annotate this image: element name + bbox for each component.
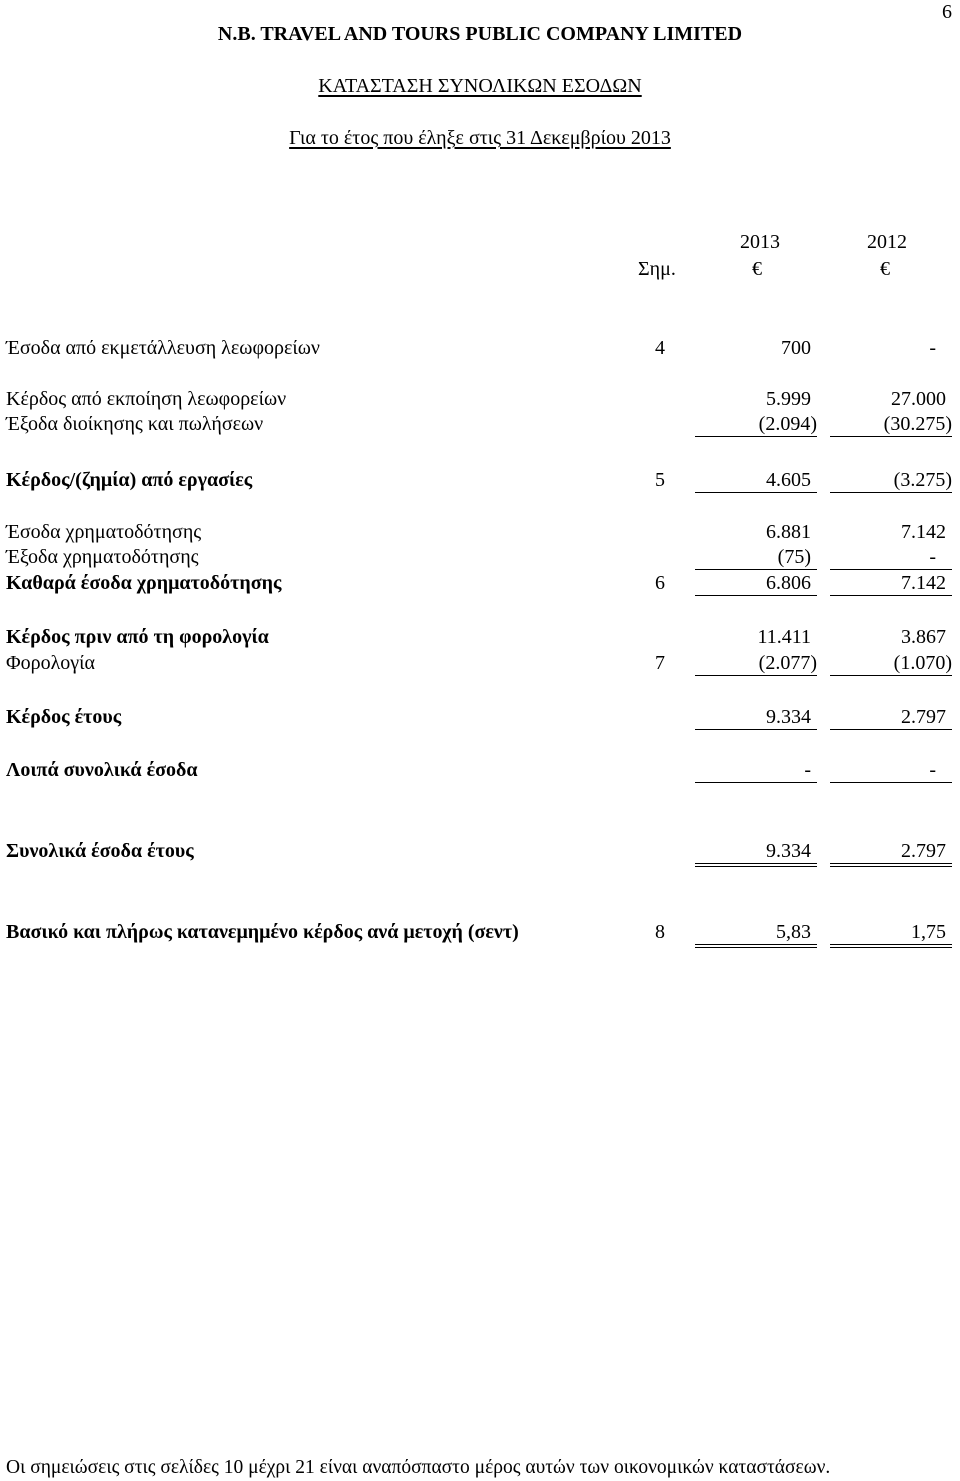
row-value-2013: 4.605 bbox=[695, 468, 817, 493]
row-value-2012: 2.797 bbox=[830, 705, 952, 730]
row-value-2012: 3.867 bbox=[901, 626, 946, 648]
header-year-2012: 2012 bbox=[867, 231, 907, 253]
row-value-2013: (75) bbox=[695, 545, 817, 570]
row-label: Κέρδος/(ζημία) από εργασίες bbox=[6, 469, 253, 491]
row-note: 6 bbox=[655, 572, 665, 594]
row-label: Φορολογία bbox=[6, 652, 95, 674]
row-note: 8 bbox=[655, 921, 665, 943]
row-value-2012: - bbox=[830, 545, 952, 570]
row-label: Συνολικά έσοδα έτους bbox=[6, 840, 194, 862]
row-value-2013: 6.806 bbox=[695, 571, 817, 596]
row-value-2012: (3.275) bbox=[830, 468, 952, 493]
row-value-2012: 2.797 bbox=[830, 839, 952, 867]
row-value-2012: 7.142 bbox=[901, 521, 946, 543]
row-value-2012: - bbox=[830, 758, 952, 783]
row-value-2012: 27.000 bbox=[891, 388, 946, 410]
header-currency-2012: € bbox=[880, 258, 890, 280]
page-number: 6 bbox=[942, 1, 952, 23]
company-name: N.B. TRAVEL AND TOURS PUBLIC COMPANY LIMITED bbox=[217, 23, 743, 45]
row-label: Λοιπά συνολικά έσοδα bbox=[6, 759, 198, 781]
row-label: Έξοδα χρηματοδότησης bbox=[6, 546, 199, 568]
row-value-2013: 9.334 bbox=[695, 705, 817, 730]
row-label: Έσοδα από εκμετάλλευση λεωφορείων bbox=[6, 337, 320, 359]
row-label: Βασικό και πλήρως κατανεμημένο κέρδος ανά μετοχή (σεντ) bbox=[6, 921, 519, 943]
row-note: 4 bbox=[655, 337, 665, 359]
row-value-2012: (1.070) bbox=[830, 651, 952, 676]
row-label: Κέρδος έτους bbox=[6, 706, 122, 728]
row-note: 5 bbox=[655, 469, 665, 491]
row-label: Έξοδα διοίκησης και πωλήσεων bbox=[6, 413, 264, 435]
row-value-2013: - bbox=[695, 758, 817, 783]
row-note: 7 bbox=[655, 652, 665, 674]
row-value-2013: (2.077) bbox=[695, 651, 817, 676]
row-value-2012: 7.142 bbox=[830, 571, 952, 596]
row-label: Κέρδος πριν από τη φορολογία bbox=[6, 626, 269, 648]
row-value-2013: 5.999 bbox=[766, 388, 811, 410]
row-value-2012: 1,75 bbox=[830, 920, 952, 948]
row-label: Κέρδος από εκποίηση λεωφορείων bbox=[6, 388, 287, 410]
footer-note: Οι σημειώσεις στις σελίδες 10 μέχρι 21 είναι αναπόσπαστο μέρος αυτών των οικονομικών καταστάσεων. bbox=[6, 1457, 831, 1478]
row-value-2013: 6.881 bbox=[766, 521, 811, 543]
row-value-2012: - bbox=[929, 337, 936, 359]
header-year-2013: 2013 bbox=[740, 231, 780, 253]
row-value-2013: 9.334 bbox=[695, 839, 817, 867]
row-label: Έσοδα χρηματοδότησης bbox=[6, 521, 202, 543]
statement-title: ΚΑΤΑΣΤΑΣΗ ΣΥΝΟΛΙΚΩΝ ΕΣΟΔΩΝ bbox=[318, 75, 642, 97]
row-value-2013: 11.411 bbox=[757, 626, 811, 648]
row-label: Καθαρά έσοδα χρηματοδότησης bbox=[6, 572, 282, 594]
statement-period: Για το έτος που έληξε στις 31 Δεκεμβρίου 2013 bbox=[289, 127, 671, 149]
row-value-2013: (2.094) bbox=[695, 412, 817, 437]
row-value-2013: 5,83 bbox=[695, 920, 817, 948]
header-currency-2013: € bbox=[752, 258, 762, 280]
row-value-2012: (30.275) bbox=[830, 412, 952, 437]
row-value-2013: 700 bbox=[781, 337, 811, 359]
header-note: Σημ. bbox=[638, 258, 676, 280]
